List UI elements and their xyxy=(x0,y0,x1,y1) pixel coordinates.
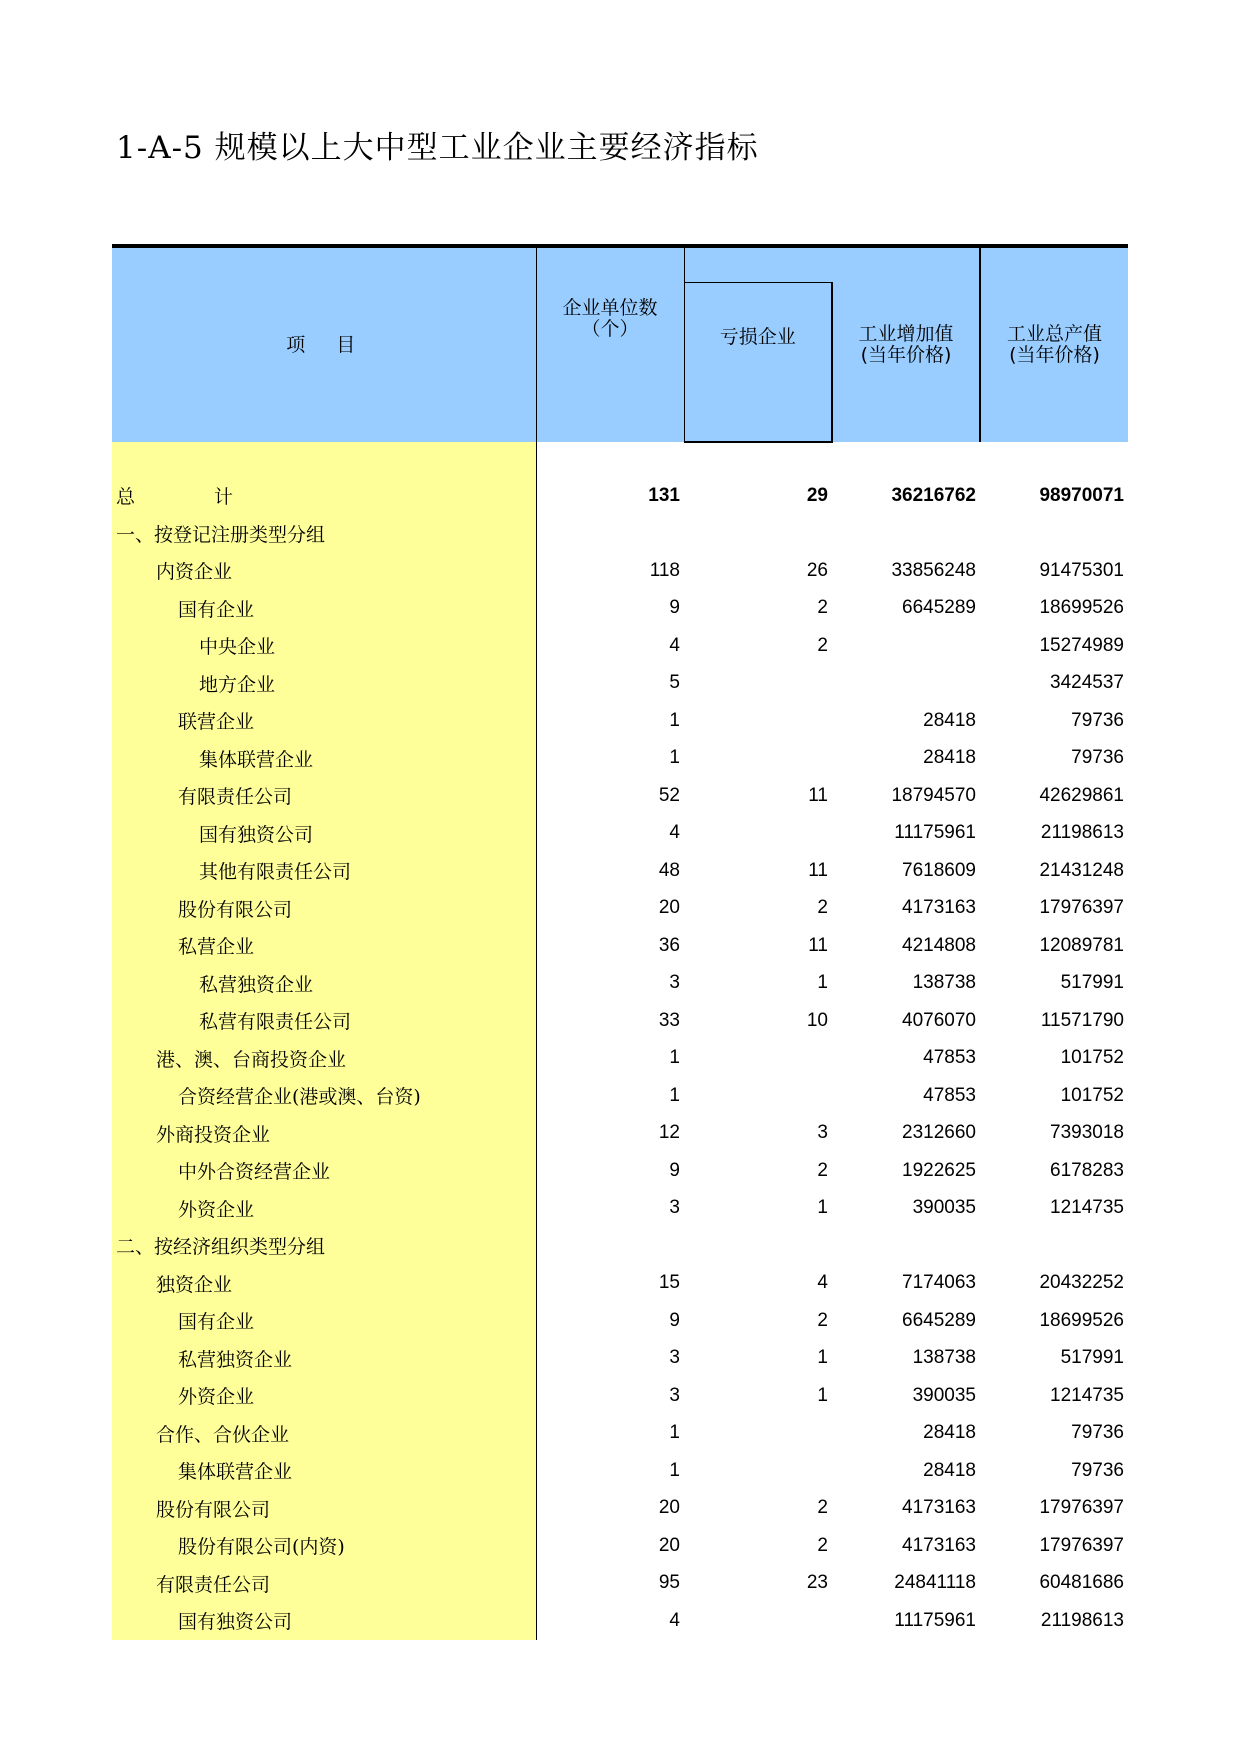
cell-units: 4 xyxy=(669,822,680,844)
cell-units xyxy=(536,1227,684,1265)
cell-value-added: 47853 xyxy=(923,1084,976,1106)
cell-value-added: 390035 xyxy=(912,1384,976,1406)
cell-output: 12089781 xyxy=(1039,934,1124,956)
cell-output: 18699526 xyxy=(1039,1309,1124,1331)
cell-value-added: 47853 xyxy=(923,1047,976,1069)
row-label: 外资企业 xyxy=(112,1377,536,1415)
header-value-added xyxy=(832,246,980,442)
table-row xyxy=(112,777,1128,815)
row-label: 国有独资公司 xyxy=(112,815,536,853)
table-row xyxy=(112,1527,1128,1565)
header-value-added-label: 工业增加值 xyxy=(858,323,954,345)
header-units xyxy=(536,246,684,442)
table-row xyxy=(112,1415,1128,1453)
cell-value-added: 36216762 xyxy=(891,484,976,506)
row-label: 集体联营企业 xyxy=(112,740,536,778)
cell-loss: 1 xyxy=(817,1347,828,1369)
cell-value-added: 18794570 xyxy=(891,784,976,806)
cell-loss xyxy=(684,1077,832,1115)
cell-loss: 11 xyxy=(808,934,828,956)
table-row xyxy=(112,1602,1128,1640)
cell-loss xyxy=(684,702,832,740)
cell-units: 4 xyxy=(669,1609,680,1631)
cell-units: 118 xyxy=(649,559,680,581)
cell-loss xyxy=(684,1415,832,1453)
cell-loss: 2 xyxy=(817,634,828,656)
row-label: 集体联营企业 xyxy=(112,1452,536,1490)
cell-units: 9 xyxy=(669,1159,680,1181)
cell-units: 5 xyxy=(669,672,680,694)
cell-loss xyxy=(684,1040,832,1078)
cell-value-added: 28418 xyxy=(923,1459,976,1481)
table-row xyxy=(112,740,1128,778)
cell-output: 1214735 xyxy=(1050,1384,1124,1406)
spacer-label-cell xyxy=(112,442,536,477)
row-label: 股份有限公司 xyxy=(112,890,536,928)
cell-output: 17976397 xyxy=(1039,1534,1124,1556)
table-row xyxy=(112,627,1128,665)
cell-loss: 2 xyxy=(817,1497,828,1519)
cell-loss: 10 xyxy=(806,1009,828,1031)
table-row xyxy=(112,1040,1128,1078)
header-value-added-note: (当年价格) xyxy=(860,344,952,366)
cell-value-added: 138738 xyxy=(912,972,976,994)
cell-output: 1214735 xyxy=(1050,1197,1124,1219)
indicator-table xyxy=(112,244,1128,1640)
cell-units: 3 xyxy=(669,1197,680,1219)
cell-loss: 4 xyxy=(817,1272,828,1294)
cell-units: 3 xyxy=(669,1384,680,1406)
cell-loss: 11 xyxy=(808,859,828,881)
cell-output: 21431248 xyxy=(1039,859,1124,881)
table-row xyxy=(112,1452,1128,1490)
cell-output: 101752 xyxy=(1060,1084,1124,1106)
cell-units: 4 xyxy=(669,634,680,656)
row-label: 联营企业 xyxy=(112,702,536,740)
row-label: 股份有限公司(内资) xyxy=(112,1527,536,1565)
cell-value-added: 4214808 xyxy=(902,934,976,956)
cell-output: 79736 xyxy=(1071,709,1124,731)
cell-loss: 23 xyxy=(806,1572,828,1594)
row-label: 中央企业 xyxy=(112,627,536,665)
cell-units: 20 xyxy=(658,1534,680,1556)
cell-output: 101752 xyxy=(1060,1047,1124,1069)
cell-loss: 1 xyxy=(817,1197,828,1219)
cell-value-added: 11175961 xyxy=(894,822,976,844)
cell-units: 52 xyxy=(658,784,680,806)
cell-value-added: 6645289 xyxy=(902,1309,976,1331)
header-output-note: (当年价格) xyxy=(1009,344,1100,366)
table-row xyxy=(112,852,1128,890)
cell-loss xyxy=(684,1602,832,1640)
cell-value-added: 4173163 xyxy=(902,897,976,919)
cell-loss: 1 xyxy=(817,972,828,994)
cell-loss: 2 xyxy=(817,1309,828,1331)
cell-loss xyxy=(684,1227,832,1265)
cell-loss: 26 xyxy=(806,559,828,581)
cell-units: 1 xyxy=(669,1422,680,1444)
table-row xyxy=(112,1565,1128,1603)
row-label: 中外合资经营企业 xyxy=(112,1152,536,1190)
table-row xyxy=(112,665,1128,703)
row-label: 合资经营企业(港或澳、台资) xyxy=(112,1077,536,1115)
cell-units: 15 xyxy=(658,1272,680,1294)
cell-output: 3424537 xyxy=(1050,672,1124,694)
cell-output: 11571790 xyxy=(1040,1009,1124,1031)
cell-units: 1 xyxy=(669,1047,680,1069)
row-label: 私营企业 xyxy=(112,927,536,965)
page-title: 1-A-5 规模以上大中型工业企业主要经济指标 xyxy=(116,130,759,166)
cell-units: 36 xyxy=(658,934,680,956)
cell-units: 33 xyxy=(658,1009,680,1031)
cell-value-added: 138738 xyxy=(912,1347,976,1369)
cell-value-added: 7618609 xyxy=(902,859,976,881)
cell-units: 3 xyxy=(669,972,680,994)
cell-value-added: 6645289 xyxy=(902,597,976,619)
cell-value-added xyxy=(832,665,980,703)
cell-value-added: 28418 xyxy=(923,747,976,769)
cell-units: 1 xyxy=(669,1084,680,1106)
table-row xyxy=(112,590,1128,628)
cell-output: 517991 xyxy=(1060,972,1124,994)
table-row xyxy=(112,1077,1128,1115)
cell-units: 48 xyxy=(658,859,680,881)
cell-units xyxy=(536,515,684,553)
row-label: 总 计 xyxy=(112,477,536,515)
cell-value-added: 2312660 xyxy=(902,1122,976,1144)
header-units-unit: （个） xyxy=(581,318,639,340)
cell-value-added: 4173163 xyxy=(902,1497,976,1519)
table-row xyxy=(112,1115,1128,1153)
cell-value-added: 28418 xyxy=(923,1422,976,1444)
cell-output: 18699526 xyxy=(1039,597,1124,619)
header-item: 项 目 xyxy=(112,246,536,442)
cell-value-added xyxy=(832,1227,980,1265)
cell-output: 517991 xyxy=(1060,1347,1124,1369)
cell-loss xyxy=(684,665,832,703)
row-label: 外商投资企业 xyxy=(112,1115,536,1153)
table-header xyxy=(112,246,1128,442)
spacer-row xyxy=(112,442,1128,477)
row-label: 其他有限责任公司 xyxy=(112,852,536,890)
cell-loss: 11 xyxy=(808,784,828,806)
row-label: 私营独资企业 xyxy=(112,1340,536,1378)
table-row xyxy=(112,515,1128,553)
table-row xyxy=(112,702,1128,740)
cell-output: 79736 xyxy=(1071,747,1124,769)
row-label: 国有企业 xyxy=(112,1302,536,1340)
cell-output: 79736 xyxy=(1071,1422,1124,1444)
cell-value-added xyxy=(832,627,980,665)
total-row xyxy=(112,477,1128,515)
cell-output: 15274989 xyxy=(1039,634,1124,656)
cell-value-added: 11175961 xyxy=(894,1609,976,1631)
table-row xyxy=(112,965,1128,1003)
cell-value-added: 33856248 xyxy=(891,559,976,581)
cell-loss xyxy=(684,515,832,553)
cell-output xyxy=(980,1227,1128,1265)
cell-units: 12 xyxy=(658,1122,680,1144)
cell-loss: 2 xyxy=(817,1159,828,1181)
cell-loss: 2 xyxy=(817,1534,828,1556)
cell-units: 131 xyxy=(648,484,680,506)
table-row xyxy=(112,1302,1128,1340)
cell-units: 20 xyxy=(658,897,680,919)
cell-value-added: 1922625 xyxy=(902,1159,976,1181)
row-label: 港、澳、台商投资企业 xyxy=(112,1040,536,1078)
table-row xyxy=(112,1190,1128,1228)
cell-value-added: 4173163 xyxy=(902,1534,976,1556)
header-units-label: 企业单位数 xyxy=(562,297,658,319)
cell-loss xyxy=(684,815,832,853)
cell-output: 98970071 xyxy=(1039,484,1124,506)
cell-loss: 2 xyxy=(817,597,828,619)
cell-output: 91475301 xyxy=(1039,559,1124,581)
cell-value-added: 4076070 xyxy=(902,1009,976,1031)
header-loss-group xyxy=(684,246,832,283)
row-label: 国有独资公司 xyxy=(112,1602,536,1640)
table-body xyxy=(112,442,1128,1640)
cell-units: 3 xyxy=(669,1347,680,1369)
table-row xyxy=(112,1002,1128,1040)
cell-units: 20 xyxy=(658,1497,680,1519)
row-label: 合作、合伙企业 xyxy=(112,1415,536,1453)
cell-output: 42629861 xyxy=(1039,784,1124,806)
row-label: 有限责任公司 xyxy=(112,1565,536,1603)
header-loss: 亏损企业 xyxy=(684,283,832,443)
table-row xyxy=(112,815,1128,853)
cell-output: 20432252 xyxy=(1039,1272,1124,1294)
table-row xyxy=(112,552,1128,590)
cell-output: 60481686 xyxy=(1039,1572,1124,1594)
cell-loss: 3 xyxy=(817,1122,828,1144)
table-row xyxy=(112,1265,1128,1303)
table-row xyxy=(112,1377,1128,1415)
row-label: 私营有限责任公司 xyxy=(112,1002,536,1040)
cell-loss xyxy=(684,1452,832,1490)
row-label: 国有企业 xyxy=(112,590,536,628)
cell-units: 1 xyxy=(669,747,680,769)
cell-value-added: 28418 xyxy=(923,709,976,731)
table-row xyxy=(112,890,1128,928)
table-row xyxy=(112,1152,1128,1190)
row-label: 有限责任公司 xyxy=(112,777,536,815)
table-row xyxy=(112,1490,1128,1528)
cell-value-added xyxy=(832,515,980,553)
header-output xyxy=(980,246,1128,442)
cell-value-added: 390035 xyxy=(912,1197,976,1219)
cell-loss: 29 xyxy=(806,484,828,506)
cell-output: 79736 xyxy=(1071,1459,1124,1481)
header-output-label: 工业总产值 xyxy=(1006,323,1102,345)
row-label: 地方企业 xyxy=(112,665,536,703)
cell-units: 9 xyxy=(669,1309,680,1331)
row-label: 内资企业 xyxy=(112,552,536,590)
cell-units: 9 xyxy=(669,597,680,619)
cell-output: 17976397 xyxy=(1039,897,1124,919)
cell-output: 21198613 xyxy=(1040,822,1124,844)
row-label: 股份有限公司 xyxy=(112,1490,536,1528)
cell-value-added: 24841118 xyxy=(894,1572,976,1594)
cell-output xyxy=(980,515,1128,553)
row-label: 独资企业 xyxy=(112,1265,536,1303)
cell-units: 95 xyxy=(658,1572,680,1594)
cell-units: 1 xyxy=(669,709,680,731)
row-label: 一、按登记注册类型分组 xyxy=(112,515,536,553)
cell-output: 17976397 xyxy=(1039,1497,1124,1519)
cell-output: 21198613 xyxy=(1040,1609,1124,1631)
cell-output: 7393018 xyxy=(1050,1122,1124,1144)
cell-output: 6178283 xyxy=(1050,1159,1124,1181)
table-row xyxy=(112,1340,1128,1378)
cell-value-added: 7174063 xyxy=(902,1272,976,1294)
cell-loss: 2 xyxy=(817,897,828,919)
cell-units: 1 xyxy=(669,1459,680,1481)
table-row xyxy=(112,1227,1128,1265)
row-label: 二、按经济组织类型分组 xyxy=(112,1227,536,1265)
row-label: 外资企业 xyxy=(112,1190,536,1228)
cell-loss: 1 xyxy=(817,1384,828,1406)
table-row xyxy=(112,927,1128,965)
cell-loss xyxy=(684,740,832,778)
row-label: 私营独资企业 xyxy=(112,965,536,1003)
